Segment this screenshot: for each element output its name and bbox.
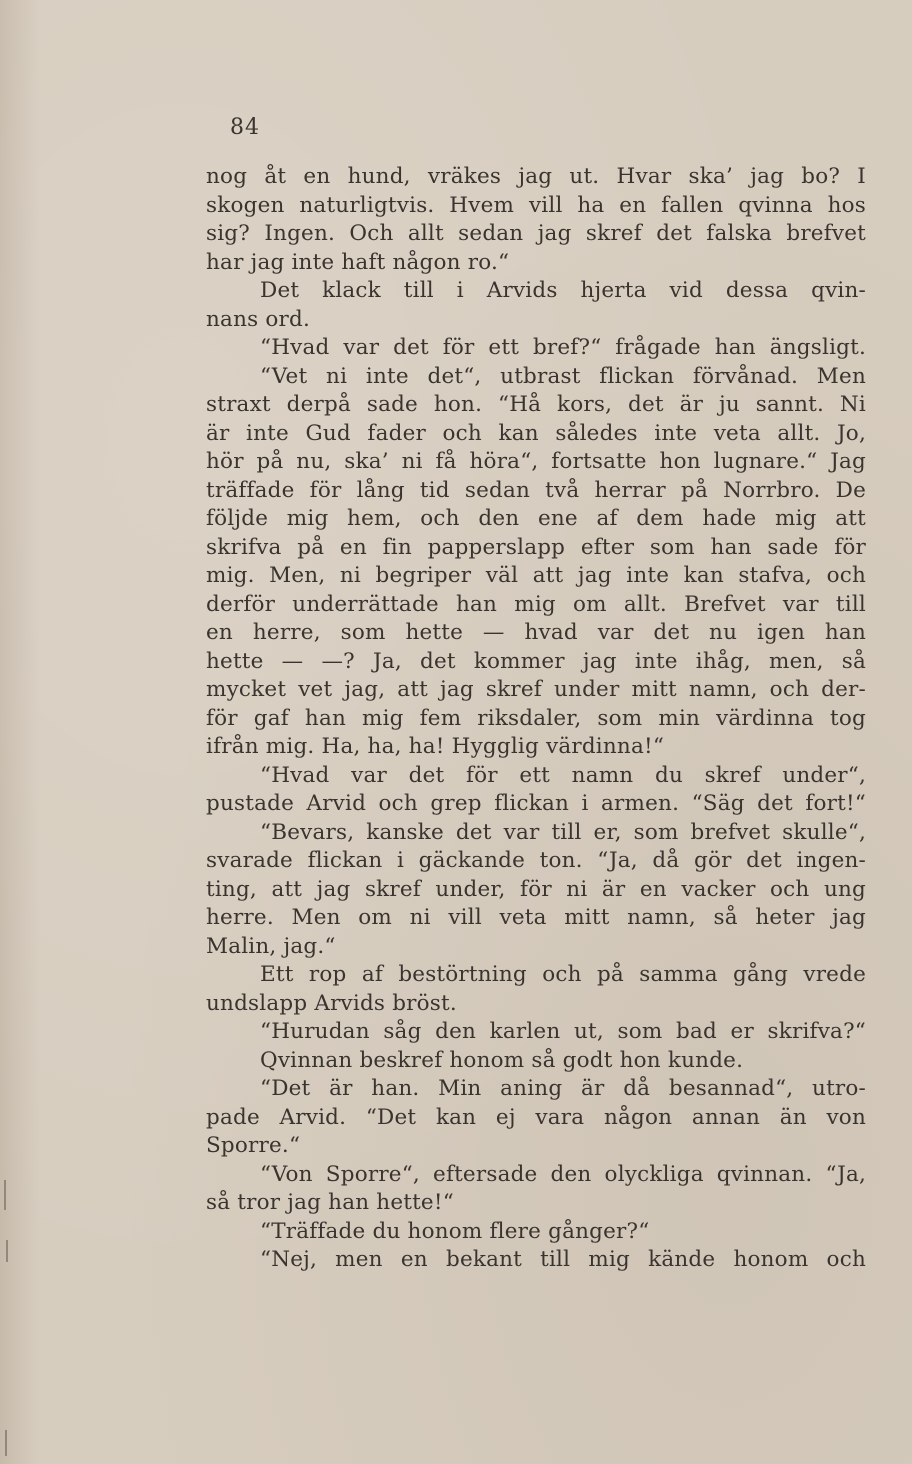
text-line: sig? Ingen. Och allt sedan jag skref det falska brefvet [206,221,866,246]
page-edge-mark [4,1180,6,1210]
text-line: Qvinnan beskref honom så godt hon kunde. [260,1047,744,1073]
text-line: mycket vet jag, att jag skref under mitt namn, och der- [206,677,866,702]
text-line: herre. Men om ni vill veta mitt namn, så heter jag [206,905,866,930]
text-line: “Hvad var det för ett namn du skref under“, [260,762,866,788]
text-line: har jag inte haft någon ro.“ [206,249,510,275]
body-text [206,163,866,1275]
text-line: är inte Gud fader och kan således inte veta allt. Jo, [206,420,866,446]
text-line: pade Arvid. “Det kan ej vara någon annan än von [206,1104,866,1130]
page-edge-mark [6,1240,8,1262]
text-line: Det klack till i Arvids hjerta vid dessa qvin- [260,278,866,303]
text-line: ting, att jag skref under, för ni är en vacker och ung [206,876,866,902]
text-line: svarade flickan i gäckande ton. “Ja, då gör det ingen- [206,848,866,873]
text-line: skogen naturligtvis. Hvem vill ha en fallen qvinna hos [206,192,866,218]
text-line: “Von Sporre“, eftersade den olyckliga qvinnan. “Ja, [260,1161,866,1187]
page-edge-mark [5,1430,7,1456]
text-line: skrifva på en fin papperslapp efter som han sade för [206,534,866,560]
text-line: undslapp Arvids bröst. [206,990,457,1016]
text-line: Ett rop af bestörtning och på samma gång vrede [260,962,866,987]
text-line: nans ord. [206,306,310,332]
text-line: “Vet ni inte det“, utbrast flickan förvånad. Men [260,363,866,389]
page-number: 84 [230,115,260,140]
text-line: träffade för lång tid sedan två herrar på Norrbro. De [206,477,866,503]
text-line: “Träffade du honom flere gånger?“ [260,1218,650,1244]
text-line: för gaf han mig fem riksdaler, som min värdinna tog [206,705,866,731]
text-line: Malin, jag.“ [206,933,336,959]
text-line: “Nej, men en bekant till mig kände honom och [260,1247,866,1272]
text-line: pustade Arvid och grep flickan i armen. “Säg det fort!“ [206,791,866,816]
text-line: så tror jag han hette!“ [206,1190,454,1215]
text-line: “Hurudan såg den karlen ut, som bad er skrifva?“ [260,1019,866,1044]
text-line: nog åt en hund, vräkes jag ut. Hvar ska’ jag bo? I [206,164,866,189]
text-line: följde mig hem, och den ene af dem hade mig att [206,506,866,531]
text-line: en herre, som hette — hvad var det nu igen han [206,620,866,645]
text-line: ifrån mig. Ha, ha, ha! Hygglig värdinna!“ [206,734,665,759]
text-line: mig. Men, ni begriper väl att jag inte kan stafva, och [206,563,866,588]
text-line: straxt derpå sade hon. “Hå kors, det är ju sannt. Ni [206,392,866,417]
text-line: derför underrättade han mig om allt. Brefvet var till [206,591,866,617]
text-line: “Bevars, kanske det var till er, som brefvet skulle“, [260,819,866,845]
text-line: “Hvad var det för ett bref?“ frågade han ängsligt. [260,335,866,360]
text-line: Sporre.“ [206,1133,301,1158]
text-line: “Det är han. Min aning är då besannad“, utro- [260,1076,866,1101]
text-line: hör på nu, ska’ ni få höra“, fortsatte hon lugnare.“ Jag [206,449,866,474]
text-line: hette — —? Ja, det kommer jag inte ihåg, men, så [206,648,866,674]
